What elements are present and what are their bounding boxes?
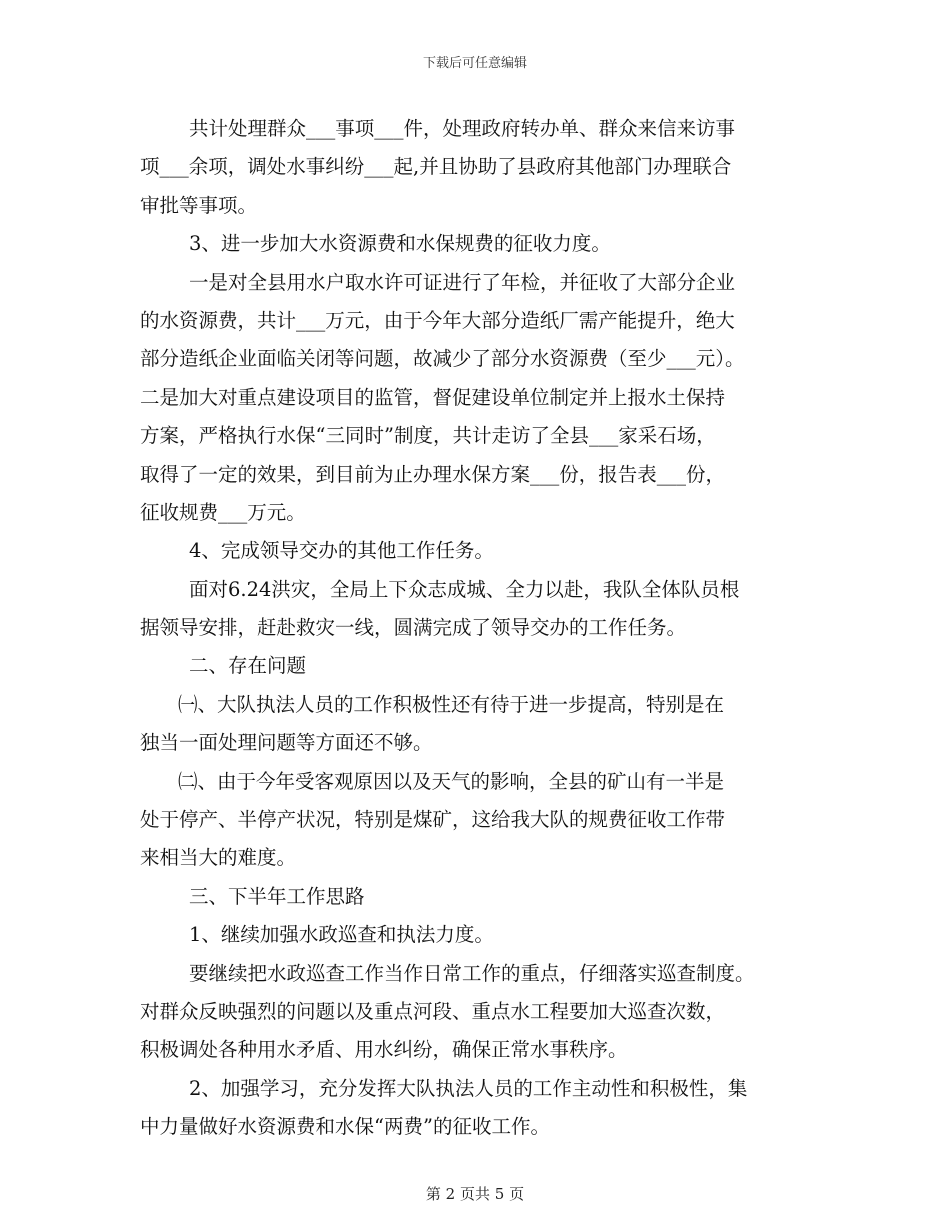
text-line: 审批等事项。 xyxy=(140,193,258,217)
text-line: 4、完成领导交办的其他工作任务。 xyxy=(189,539,494,563)
text-line: 2、加强学习，充分发挥大队执法人员的工作主动性和积极性，集 xyxy=(189,1076,748,1100)
text-line: 积极调处各种用水矛盾、用水纠纷，确保正常水事秩序。 xyxy=(140,1038,628,1062)
text-line: 征收规费___万元。 xyxy=(140,500,306,524)
text-line: ㈠、大队执法人员的工作积极性还有待于进一步提高，特别是在 xyxy=(178,692,725,716)
text-line: 据领导安排，赶赴救灾一线，圆满完成了领导交办的工作任务。 xyxy=(140,616,687,640)
text-line: 的水资源费，共计___万元，由于今年大部分造纸厂需产能提升，绝大 xyxy=(140,308,735,332)
text-line: 对群众反映强烈的问题以及重点河段、重点水工程要加大巡查次数， xyxy=(140,999,726,1023)
text-line: ㈡、由于今年受客观原因以及天气的影响，全县的矿山有一半是 xyxy=(178,769,725,793)
text-line: 三、下半年工作思路 xyxy=(189,884,365,908)
text-line: 一是对全县用水户取水许可证进行了年检，并征收了大部分企业 xyxy=(189,270,736,294)
text-line: 独当一面处理问题等方面还不够。 xyxy=(140,731,433,755)
text-line: 处于停产、半停产状况，特别是煤矿，这给我大队的规费征收工作带 xyxy=(140,808,726,832)
text-line: 1、继续加强水政巡查和执法力度。 xyxy=(189,923,494,947)
text-line: 要继续把水政巡查工作当作日常工作的重点，仔细落实巡查制度。 xyxy=(189,961,755,985)
text-line: 二、存在问题 xyxy=(189,654,307,678)
text-line: 共计处理群众___事项___件，处理政府转办单、群众来信来访事 xyxy=(189,117,736,140)
text-line: 中力量做好水资源费和水保“两费”的征收工作。 xyxy=(140,1115,550,1139)
text-line: 项___余项，调处水事纠纷___起,并且协助了县政府其他部门办理联合 xyxy=(140,155,732,179)
document-body xyxy=(140,110,820,1147)
page-header: 下载后可任意编辑 xyxy=(422,56,527,71)
text-line: 部分造纸企业面临关闭等问题，故减少了部分水资源费（至少___元）。 xyxy=(140,347,745,371)
text-line: 来相当大的难度。 xyxy=(140,846,297,870)
text-line: 取得了一定的效果，到目前为止办理水保方案___份，报告表___份， xyxy=(140,462,726,486)
text-line: 面对6.24洪灾，全局上下众志成城、全力以赴，我队全体队员根 xyxy=(189,577,740,601)
page-footer: 第 2 页共 5 页 xyxy=(425,1185,525,1203)
text-line: 方案，严格执行水保“三同时”制度，共计走访了全县___家采石场， xyxy=(140,424,716,448)
text-line: 3、进一步加大水资源费和水保规费的征收力度。 xyxy=(189,232,611,256)
text-line: 二是加大对重点建设项目的监管，督促建设单位制定并上报水土保持 xyxy=(140,385,726,409)
